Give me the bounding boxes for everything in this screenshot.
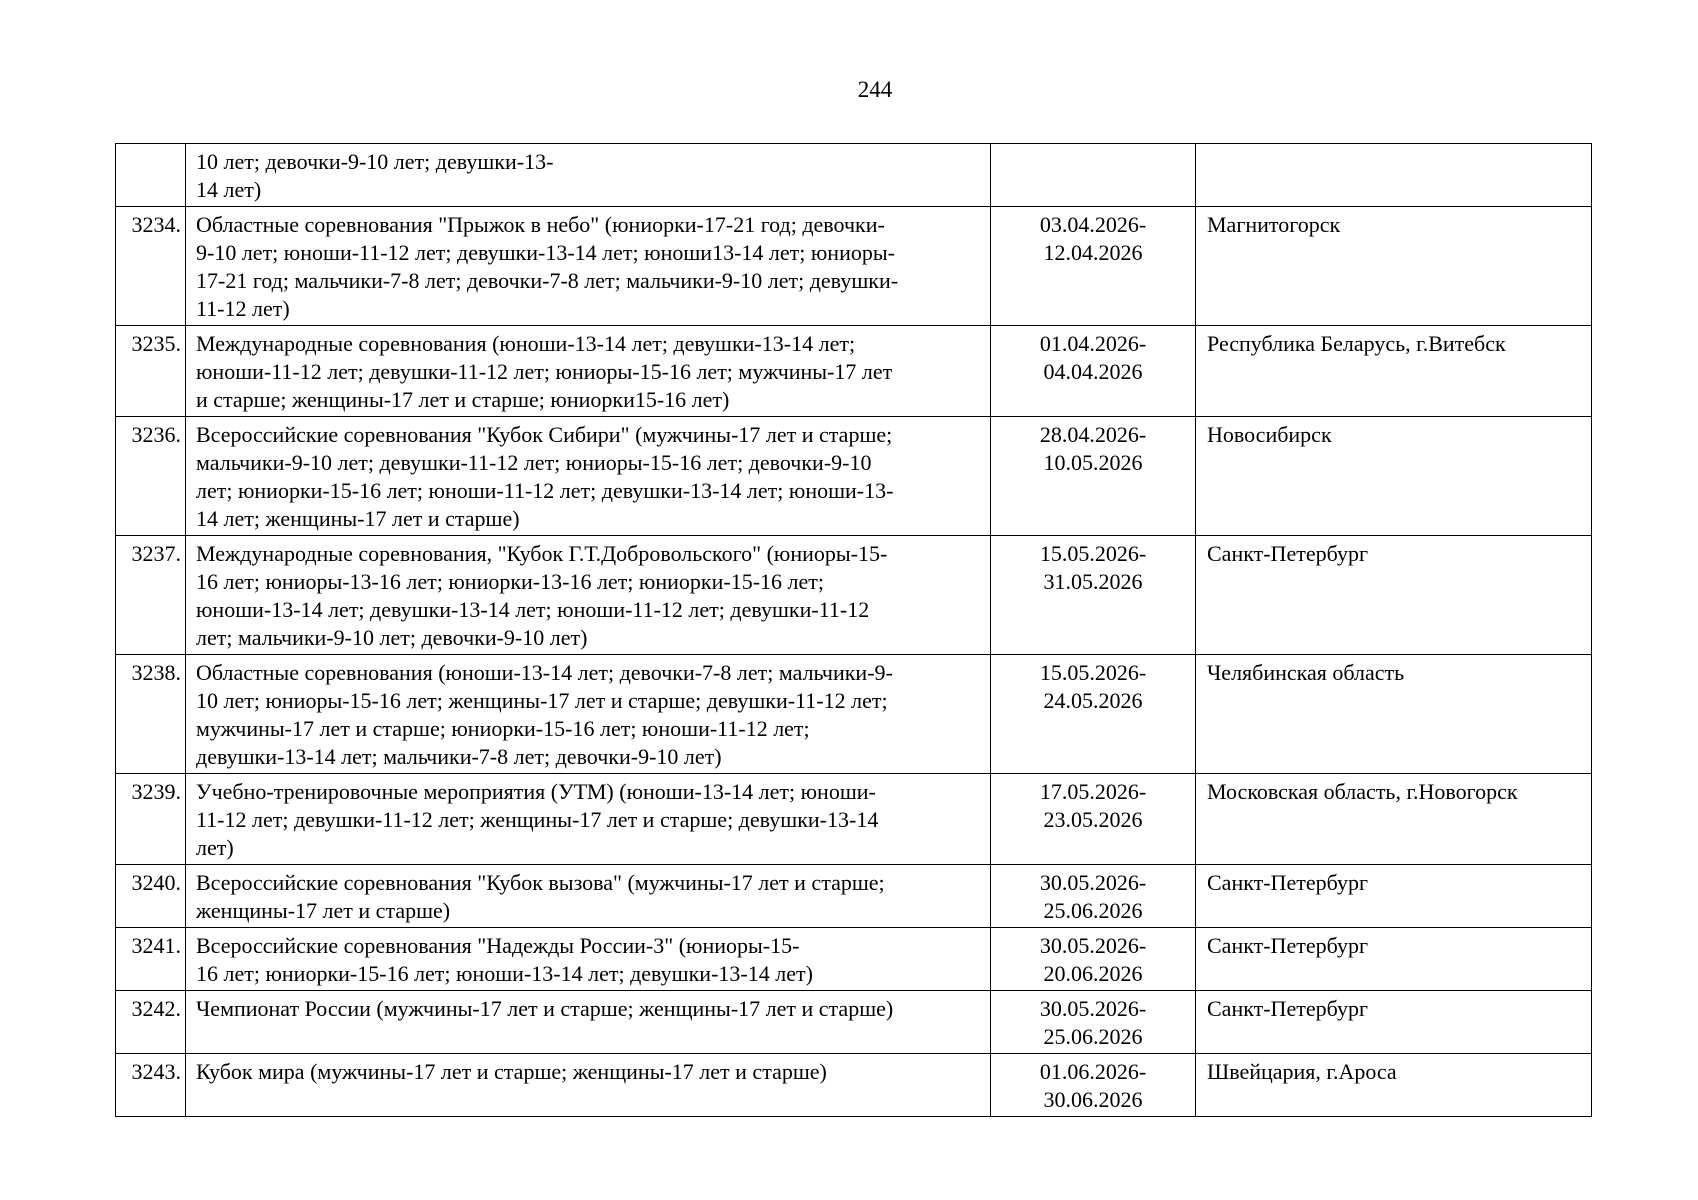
event-dates <box>991 655 1196 774</box>
date-end: 25.06.2026 <box>1043 898 1143 923</box>
table-row <box>116 865 1592 928</box>
date-end: 04.04.2026 <box>1043 359 1143 384</box>
event-description: Всероссийские соревнования "Кубок Сибири" (мужчины-17 лет и старше; мальчики-9-10 лет; девушки-11-12 лет; юниоры-15-16 лет; девочки-9-10 лет; юниорки-15-16 лет; юноши-11-12 лет; девушки-13-14 лет; юноши-13- 14 лет; женщины-17 лет и старше) <box>186 417 991 536</box>
event-place: Республика Беларусь, г.Витебск <box>1196 326 1592 417</box>
date-end: 12.04.2026 <box>1043 240 1143 265</box>
table-row <box>116 207 1592 326</box>
event-description: Чемпионат России (мужчины-17 лет и старше; женщины-17 лет и старше) <box>186 991 991 1054</box>
event-place: Швейцария, г.Ароса <box>1196 1054 1592 1117</box>
event-description: Областные соревнования (юноши-13-14 лет; девочки-7-8 лет; мальчики-9- 10 лет; юниоры-15-16 лет; женщины-17 лет и старше; девушки-11-12 лет; мужчины-17 лет и старше; юниорки-15-16 лет; юноши-11-12 лет; девушки-13-14 лет; мальчики-7-8 лет; девочки-9-10 лет) <box>186 655 991 774</box>
event-dates <box>991 536 1196 655</box>
event-place: Санкт-Петербург <box>1196 865 1592 928</box>
row-number: 3234. <box>116 207 186 326</box>
date-end: 30.06.2026 <box>1043 1087 1143 1112</box>
row-number: 3241. <box>116 928 186 991</box>
date-start: 17.05.2026- <box>1039 779 1147 804</box>
event-dates <box>991 417 1196 536</box>
event-dates <box>991 928 1196 991</box>
event-description: Всероссийские соревнования "Надежды России-3" (юниоры-15- 16 лет; юниорки-15-16 лет; юноши-13-14 лет; девушки-13-14 лет) <box>186 928 991 991</box>
date-start: 15.05.2026- <box>1039 660 1147 685</box>
date-end: 24.05.2026 <box>1043 688 1143 713</box>
event-dates <box>991 774 1196 865</box>
table-row <box>116 655 1592 774</box>
event-description: 10 лет; девочки-9-10 лет; девушки-13- 14 лет) <box>186 144 991 207</box>
row-number: 3237. <box>116 536 186 655</box>
table-row <box>116 928 1592 991</box>
date-start: 30.05.2026- <box>1039 996 1147 1021</box>
row-number: 3243. <box>116 1054 186 1117</box>
date-end: 20.06.2026 <box>1043 961 1143 986</box>
event-dates <box>991 207 1196 326</box>
event-description: Всероссийские соревнования "Кубок вызова" (мужчины-17 лет и старше; женщины-17 лет и старше) <box>186 865 991 928</box>
table-row <box>116 1054 1592 1117</box>
event-place <box>1196 144 1592 207</box>
event-dates <box>991 326 1196 417</box>
event-description: Областные соревнования "Прыжок в небо" (юниорки-17-21 год; девочки- 9-10 лет; юноши-11-12 лет; девушки-13-14 лет; юноши13-14 лет; юниоры- 17-21 год; мальчики-7-8 лет; девочки-7-8 лет; мальчики-9-10 лет; девушки- 11-12 лет) <box>186 207 991 326</box>
date-start: 30.05.2026- <box>1039 870 1147 895</box>
date-start: 03.04.2026- <box>1039 212 1147 237</box>
date-end: 23.05.2026 <box>1043 807 1143 832</box>
row-number: 3235. <box>116 326 186 417</box>
table-row <box>116 417 1592 536</box>
event-description: Международные соревнования (юноши-13-14 лет; девушки-13-14 лет; юноши-11-12 лет; девушки-11-12 лет; юниоры-15-16 лет; мужчины-17 лет и старше; женщины-17 лет и старше; юниорки15-16 лет) <box>186 326 991 417</box>
event-description: Кубок мира (мужчины-17 лет и старше; женщины-17 лет и старше) <box>186 1054 991 1117</box>
date-start: 30.05.2026- <box>1039 933 1147 958</box>
date-start: 15.05.2026- <box>1039 541 1147 566</box>
event-place: Челябинская область <box>1196 655 1592 774</box>
event-place: Московская область, г.Новогорск <box>1196 774 1592 865</box>
event-place: Новосибирск <box>1196 417 1592 536</box>
row-number: 3242. <box>116 991 186 1054</box>
date-end: 10.05.2026 <box>1043 450 1143 475</box>
event-dates <box>991 144 1196 207</box>
row-number: 3238. <box>116 655 186 774</box>
date-end: 25.06.2026 <box>1043 1024 1143 1049</box>
table-row <box>116 991 1592 1054</box>
page-number: 244 <box>857 77 893 102</box>
event-description: Международные соревнования, "Кубок Г.Т.Добровольского" (юниоры-15- 16 лет; юниоры-13-16 лет; юниорки-13-16 лет; юниорки-15-16 лет; юноши-13-14 лет; девушки-13-14 лет; юноши-11-12 лет; девушки-11-12 лет; мальчики-9-10 лет; девочки-9-10 лет) <box>186 536 991 655</box>
event-place: Санкт-Петербург <box>1196 991 1592 1054</box>
event-dates <box>991 991 1196 1054</box>
table-row <box>116 536 1592 655</box>
event-place: Санкт-Петербург <box>1196 928 1592 991</box>
date-start: 01.06.2026- <box>1039 1059 1147 1084</box>
row-number: 3236. <box>116 417 186 536</box>
date-start: 28.04.2026- <box>1039 422 1147 447</box>
events-table <box>115 143 1592 1117</box>
row-number: 3239. <box>116 774 186 865</box>
event-dates <box>991 865 1196 928</box>
event-place: Санкт-Петербург <box>1196 536 1592 655</box>
table-row <box>116 326 1592 417</box>
row-number <box>116 144 186 207</box>
table-row <box>116 774 1592 865</box>
row-number: 3240. <box>116 865 186 928</box>
date-start: 01.04.2026- <box>1039 331 1147 356</box>
table-row <box>116 144 1592 207</box>
event-description: Учебно-тренировочные мероприятия (УТМ) (юноши-13-14 лет; юноши- 11-12 лет; девушки-11-12 лет; женщины-17 лет и старше; девушки-13-14 лет) <box>186 774 991 865</box>
date-end: 31.05.2026 <box>1043 569 1143 594</box>
event-place: Магнитогорск <box>1196 207 1592 326</box>
event-dates <box>991 1054 1196 1117</box>
